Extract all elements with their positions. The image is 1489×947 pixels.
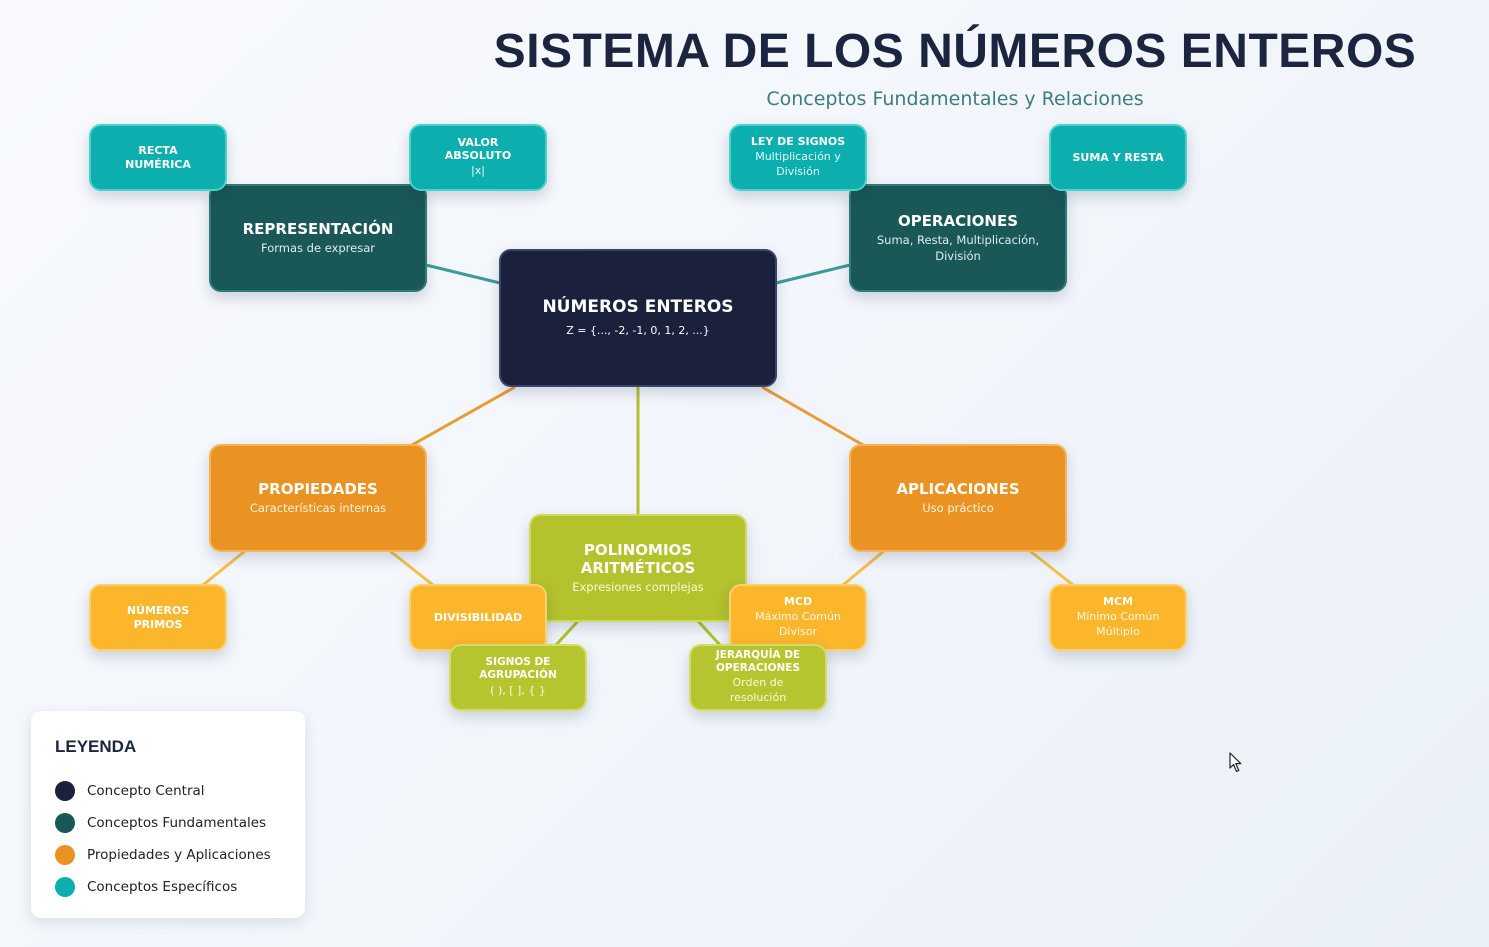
legend-label: Conceptos Fundamentales [87,815,267,831]
node-subtitle: Formas de expresar [261,240,375,255]
node-title: REPRESENTACIÓN [242,219,394,238]
legend-item [55,807,281,839]
node-suma-y-resta[interactable] [1049,124,1187,191]
node-subtitle: Expresiones complejas [572,579,704,594]
link-polinomios-jerarquia [698,621,720,645]
link-propiedades-primos [203,551,245,585]
page-subtitle: Conceptos Fundamentales y Relaciones [766,88,1144,110]
legend-swatch-properties [55,845,75,865]
node-title: LEY DE SIGNOS [750,135,846,149]
node-representacion[interactable] [209,184,427,292]
legend-item [55,871,281,903]
node-numeros-enteros[interactable] [499,249,777,387]
page-title: SISTEMA DE LOS NÚMEROS ENTEROS [493,25,1417,78]
node-propiedades[interactable] [209,444,427,552]
node-title: SIGNOS DE AGRUPACIÓN [479,656,557,682]
node-jerarquia-de-operaciones[interactable] [689,644,827,711]
node-polinomios-aritmeticos[interactable] [529,514,747,622]
node-recta-numerica[interactable] [89,124,227,191]
link-central-aplicaciones [762,387,863,445]
legend-item [55,775,281,807]
mouse-cursor-icon [1229,752,1243,774]
node-title: VALOR ABSOLUTO [444,135,512,163]
link-aplicaciones-mcd [843,551,884,585]
node-title: MCM [1103,595,1133,609]
node-title: POLINOMIOS ARITMÉTICOS [580,540,696,577]
legend-item [55,839,281,871]
link-central-representacion [426,265,500,283]
node-subtitle: Orden de resolución [729,676,787,705]
node-subtitle: ( ), [ ], { } [490,683,546,697]
node-title: OPERACIONES [897,211,1019,230]
link-propiedades-divisibilidad [390,551,433,585]
node-title: JERARQUÍA DE OPERACIONES [715,649,801,674]
node-numeros-primos[interactable] [89,584,227,651]
link-central-operaciones [776,265,850,283]
legend-title: LEYENDA [55,737,137,756]
node-subtitle: Z = {..., -2, -1, 0, 1, 2, ...} [566,323,710,337]
link-central-propiedades [412,387,515,445]
node-mcm[interactable] [1049,584,1187,651]
node-title: NÚMEROS PRIMOS [126,604,190,631]
node-subtitle: Mínimo Común Múltiplo [1076,610,1160,639]
node-mcd[interactable] [729,584,867,651]
node-title: NÚMEROS ENTEROS [542,297,734,318]
node-title: APLICACIONES [896,479,1020,498]
node-valor-absoluto[interactable] [409,124,547,191]
node-divisibilidad[interactable] [409,584,547,651]
node-title: MCD [783,595,813,609]
node-subtitle: Máximo Común Divisor [755,610,841,639]
node-subtitle: Características internas [249,500,387,515]
legend-label: Propiedades y Aplicaciones [87,847,271,863]
legend-label: Concepto Central [87,783,205,799]
link-polinomios-signos [556,621,578,645]
node-operaciones[interactable] [849,184,1067,292]
node-ley-de-signos[interactable] [729,124,867,191]
legend-panel [31,711,305,918]
node-title: RECTA NUMÉRICA [125,144,191,171]
legend-label: Conceptos Específicos [87,879,238,895]
legend-swatch-specific [55,877,75,897]
legend-swatch-fundamental [55,813,75,833]
node-title: SUMA Y RESTA [1072,150,1164,164]
node-aplicaciones[interactable] [849,444,1067,552]
node-title: PROPIEDADES [258,479,378,498]
node-subtitle: Multiplicación y División [755,150,841,179]
legend-swatch-central [55,781,75,801]
node-signos-de-agrupacion[interactable] [449,644,587,711]
node-subtitle: Suma, Resta, Multiplicación, División [876,232,1040,263]
node-title: DIVISIBILIDAD [433,610,523,624]
node-subtitle: Uso práctico [922,500,994,515]
node-subtitle: |x| [471,164,485,178]
link-aplicaciones-mcm [1030,551,1073,585]
